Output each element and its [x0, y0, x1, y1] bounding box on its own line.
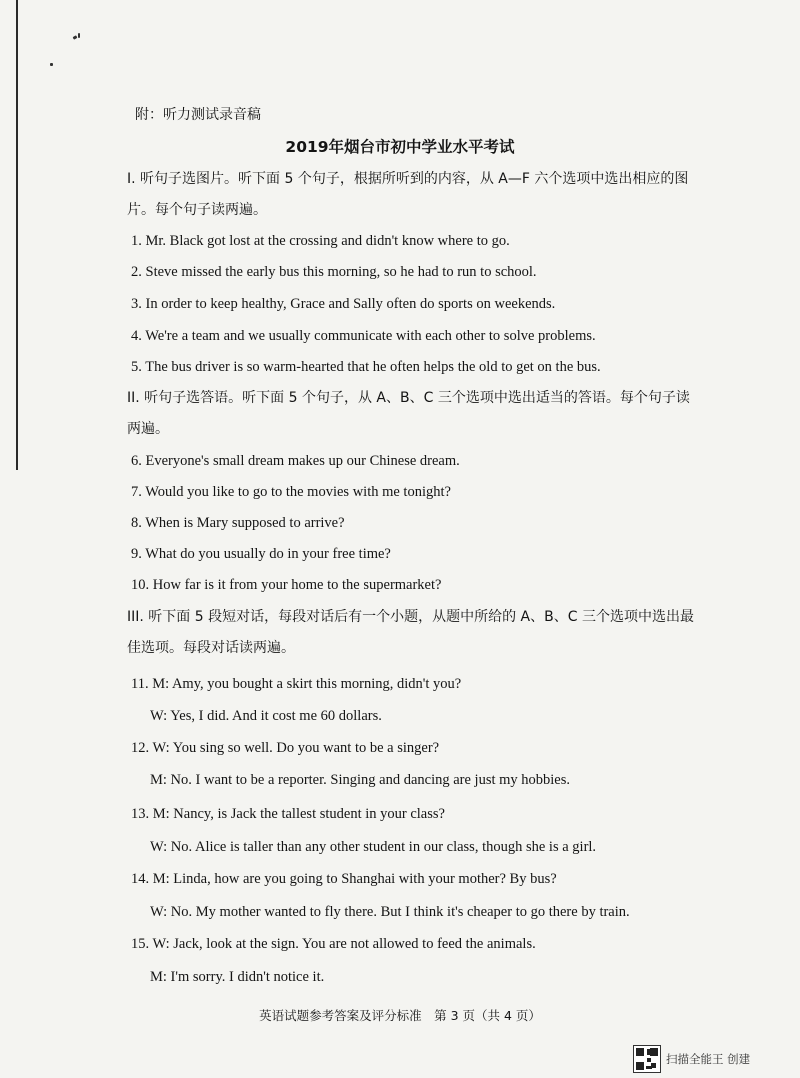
dialogue-14-line1: 14. M: Linda, how are you going to Shanghai with your mother? By bus?: [131, 871, 557, 887]
scan-speck: [50, 63, 53, 66]
scanner-watermark: [633, 1045, 750, 1073]
dialogue-11-line1: 11. M: Amy, you bought a skirt this morning, didn't you?: [131, 676, 462, 692]
section3-instruction-line1: III. 听下面 5 段短对话，每段对话后有一个小题，从题中所给的 A、B、C 三个选项中选出最: [127, 609, 694, 625]
question-1: 1. Mr. Black got lost at the crossing and didn't know where to go.: [131, 233, 510, 249]
dialogue-12-line2: M: No. I want to be a reporter. Singing and dancing are just my hobbies.: [150, 772, 571, 788]
dialogue-14-line2: W: No. My mother wanted to fly there. But I think it's cheaper to go there by train.: [150, 904, 630, 920]
dialogue-15-line1: 15. W: Jack, look at the sign. You are not allowed to feed the animals.: [131, 936, 536, 952]
question-6: 6. Everyone's small dream makes up our Chinese dream.: [131, 453, 460, 469]
question-8: 8. When is Mary supposed to arrive?: [131, 515, 345, 531]
scan-speck: [73, 35, 78, 40]
question-3: 3. In order to keep healthy, Grace and Sally often do sports on weekends.: [131, 296, 556, 312]
dialogue-13-line1: 13. M: Nancy, is Jack the tallest student in your class?: [131, 806, 445, 822]
section1-instruction-line1: I. 听句子选图片。听下面 5 个句子，根据所听到的内容，从 A—F 六个选项中选出相应的图: [127, 171, 689, 187]
dialogue-15-line2: M: I'm sorry. I didn't notice it.: [150, 969, 325, 985]
scanner-watermark-text: 扫描全能王 创建: [666, 1052, 751, 1066]
section2-instruction-line1: II. 听句子选答语。听下面 5 个句子，从 A、B、C 三个选项中选出适当的答语。每个句子读: [127, 390, 690, 406]
dialogue-12-line1: 12. W: You sing so well. Do you want to be a singer?: [131, 740, 440, 756]
qr-code-icon: [633, 1045, 661, 1073]
question-10: 10. How far is it from your home to the supermarket?: [131, 577, 442, 593]
question-7: 7. Would you like to go to the movies with me tonight?: [131, 484, 451, 500]
binding-edge-line: [16, 0, 18, 470]
header-note: 附：听力测试录音稿: [135, 107, 261, 123]
dialogue-13-line2: W: No. Alice is taller than any other student in our class, though she is a girl.: [150, 839, 597, 855]
question-9: 9. What do you usually do in your free time?: [131, 546, 391, 562]
scan-speck: [78, 33, 80, 38]
section2-instruction-line2: 两遍。: [127, 421, 169, 437]
page-title: 2019年烟台市初中学业水平考试: [285, 138, 515, 156]
page-footer: 英语试题参考答案及评分标准 第 3 页（共 4 页）: [259, 1008, 541, 1023]
question-4: 4. We're a team and we usually communicate with each other to solve problems.: [131, 328, 596, 344]
section3-instruction-line2: 佳选项。每段对话读两遍。: [127, 640, 295, 656]
section1-instruction-line2: 片。每个句子读两遍。: [127, 202, 267, 218]
dialogue-11-line2: W: Yes, I did. And it cost me 60 dollars.: [150, 708, 382, 724]
question-5: 5. The bus driver is so warm-hearted that he often helps the old to get on the bus.: [131, 359, 601, 375]
question-2: 2. Steve missed the early bus this morning, so he had to run to school.: [131, 264, 537, 280]
